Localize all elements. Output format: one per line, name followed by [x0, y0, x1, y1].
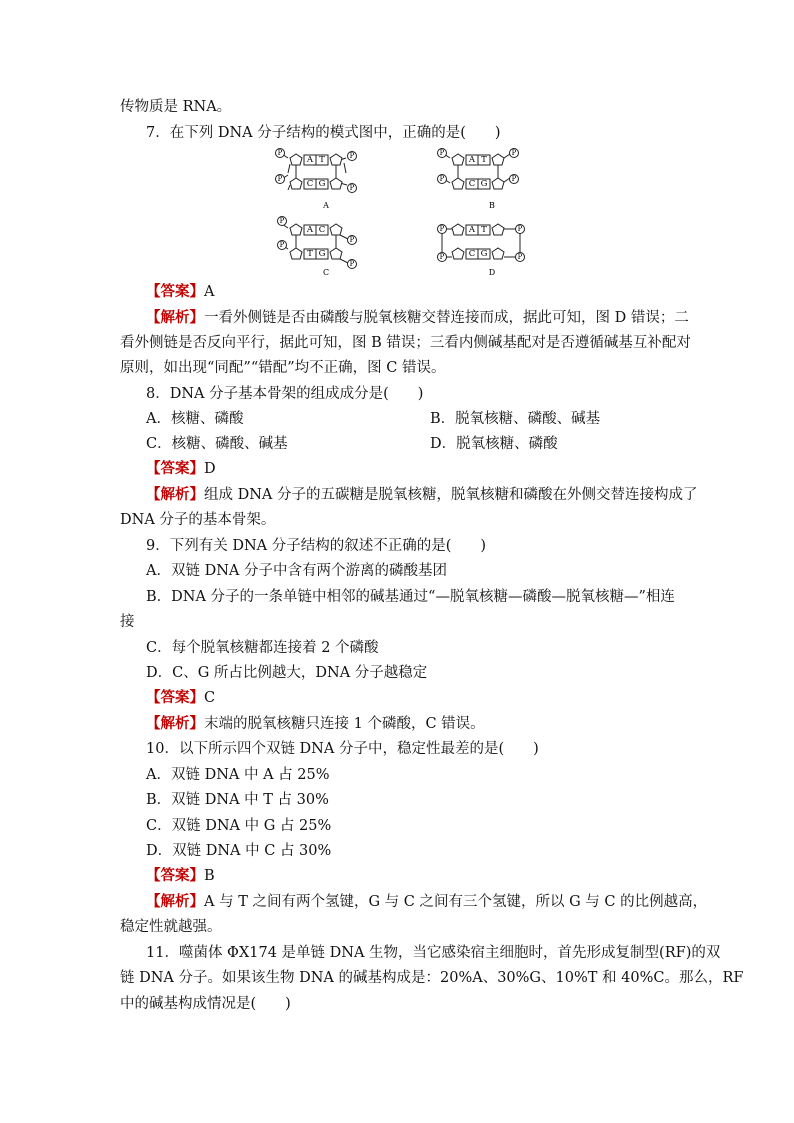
model-label: D [488, 268, 496, 277]
model-c [278, 217, 357, 278]
phosphate-label: P [279, 241, 285, 249]
option-a: A．核糖、磷酸 [146, 411, 244, 427]
phosphate-label: P [277, 175, 283, 183]
explanation-text: A 与 T 之间有两个氢键，G 与 C 之间有三个氢键，所以 G 与 C 的比例越高， [204, 894, 708, 910]
answer-tag: 【答案】 [146, 460, 204, 477]
question-9: 9．下列有关 DNA 分子结构的叙述不正确的是( ) [146, 538, 487, 554]
phosphate-label: P [349, 184, 355, 192]
phosphate-label: P [511, 175, 517, 183]
explanation-text: 一看外侧链是否由磷酸与脱氧核糖交替连接而成，据此可知，图 D 错误；二 [204, 310, 689, 326]
deoxyribose-icon [452, 248, 464, 259]
base-label: A [468, 155, 476, 165]
explanation-line: DNA 分子的基本骨架。 [120, 512, 276, 528]
option-a: A．双链 DNA 分子中含有两个游离的磷酸基团 [146, 563, 447, 579]
base-label: T [319, 155, 325, 165]
answer-value: D [204, 461, 216, 477]
dna-model-figure [268, 145, 558, 280]
option-b: B．双链 DNA 中 T 占 30% [146, 792, 329, 808]
phosphate-label: P [439, 225, 445, 233]
phosphate-label: P [349, 152, 355, 160]
model-b [438, 149, 519, 211]
base-label: C [318, 225, 326, 235]
phosphate-label: P [439, 175, 445, 183]
answer-value: B [204, 868, 215, 884]
answer-tag: 【答案】 [146, 867, 204, 884]
phosphate-label: P [511, 149, 517, 157]
base-label: T [307, 249, 313, 259]
option-c: C．双链 DNA 中 G 占 25% [146, 818, 332, 834]
answer-line [146, 459, 216, 479]
base-label: C [468, 179, 476, 189]
explanation-line: 稳定性就越强。 [120, 919, 222, 935]
explanation-tag: 【解析】 [146, 309, 204, 326]
answer-value: A [204, 284, 215, 300]
deoxyribose-icon [290, 178, 302, 189]
deoxyribose-icon [330, 154, 342, 165]
deoxyribose-icon [290, 248, 302, 259]
base-label: A [306, 155, 314, 165]
option-d: D．脱氧核糖、磷酸 [430, 436, 558, 452]
model-a [276, 149, 357, 211]
explanation-tag: 【解析】 [146, 486, 204, 503]
explanation-line: 原则，如出现“同配”“错配”均不正确，图 C 错误。 [120, 360, 446, 376]
explanation-text: 组成 DNA 分子的五碳糖是脱氧核糖，脱氧核糖和磷酸在外侧交替连接构成了 [204, 487, 698, 503]
answer-line [146, 688, 215, 708]
model-d [438, 224, 525, 277]
base-label: A [306, 225, 314, 235]
question-11-cont: 链 DNA 分子。如果该生物 DNA 的碱基构成是：20%A、30%G、10%T 和 40%C。那么，RF [120, 970, 744, 986]
question-11: 11．噬菌体 ΦX174 是单链 DNA 生物，当它感染宿主细胞时，首先形成复制型(RF)的双 [146, 945, 721, 961]
model-label: C [322, 268, 330, 277]
model-label: A [323, 201, 329, 210]
question-7: 7．在下列 DNA 分子结构的模式图中，正确的是( ) [146, 125, 501, 141]
deoxyribose-icon [330, 248, 342, 259]
deoxyribose-icon [290, 154, 302, 165]
explanation-line [146, 714, 485, 734]
explanation-line [146, 892, 707, 912]
phosphate-label: P [277, 149, 283, 157]
option-d: D．双链 DNA 中 C 占 30% [146, 843, 332, 859]
base-label: C [306, 179, 314, 189]
phosphate-label: P [517, 253, 523, 261]
base-label: T [481, 225, 487, 235]
option-c: C．核糖、磷酸、碱基 [146, 436, 288, 452]
phosphate-label: P [349, 260, 355, 268]
deoxyribose-icon [492, 248, 504, 259]
deoxyribose-icon [492, 154, 504, 165]
phosphate-label: P [439, 253, 445, 261]
deoxyribose-icon [452, 224, 464, 235]
option-d: D．C、G 所占比例越大，DNA 分子越稳定 [146, 665, 428, 681]
option-b: B．脱氧核糖、磷酸、碱基 [430, 411, 601, 427]
answer-tag: 【答案】 [146, 283, 204, 300]
question-10: 10．以下所示四个双链 DNA 分子中，稳定性最差的是( ) [146, 741, 539, 757]
base-label: G [480, 179, 488, 189]
dna-model-diagrams [268, 145, 558, 280]
deoxyribose-icon [452, 178, 464, 189]
option-b: B．DNA 分子的一条单链中相邻的碱基通过“—脱氧核糖—磷酸—脱氧核糖—”相连 [146, 589, 675, 605]
deoxyribose-icon [492, 178, 504, 189]
base-label: C [468, 249, 476, 259]
explanation-line [146, 308, 689, 328]
phosphate-label: P [349, 236, 355, 244]
base-label: A [468, 225, 476, 235]
text-line: 传物质是 RNA。 [120, 99, 232, 115]
deoxyribose-icon [290, 224, 302, 235]
deoxyribose-icon [330, 178, 342, 189]
explanation-line: 看外侧链是否反向平行，据此可知，图 B 错误；三看内侧碱基配对是否遵循碱基互补配对 [120, 335, 691, 351]
option-a: A．双链 DNA 中 A 占 25% [146, 767, 330, 783]
explanation-tag: 【解析】 [146, 715, 204, 732]
phosphate-label: P [517, 225, 523, 233]
explanation-text: 末端的脱氧核糖只连接 1 个磷酸，C 错误。 [204, 716, 485, 732]
answer-line [146, 282, 214, 302]
deoxyribose-icon [452, 154, 464, 165]
question-8: 8．DNA 分子基本骨架的组成成分是( ) [146, 386, 424, 402]
answer-tag: 【答案】 [146, 689, 204, 706]
phosphate-label: P [279, 217, 285, 225]
answer-line [146, 866, 215, 886]
deoxyribose-icon [330, 224, 342, 235]
explanation-line [146, 485, 698, 505]
question-11-cont: 中的碱基构成情况是( ) [120, 996, 291, 1012]
deoxyribose-icon [492, 224, 504, 235]
model-label: B [489, 201, 495, 210]
explanation-tag: 【解析】 [146, 893, 204, 910]
base-label: G [480, 249, 488, 259]
base-label: T [481, 155, 487, 165]
option-c: C．每个脱氧核糖都连接着 2 个磷酸 [146, 640, 379, 656]
base-label: G [318, 249, 326, 259]
answer-value: C [204, 690, 216, 706]
base-label: G [318, 179, 326, 189]
option-b-cont: 接 [120, 614, 135, 630]
phosphate-label: P [439, 149, 445, 157]
